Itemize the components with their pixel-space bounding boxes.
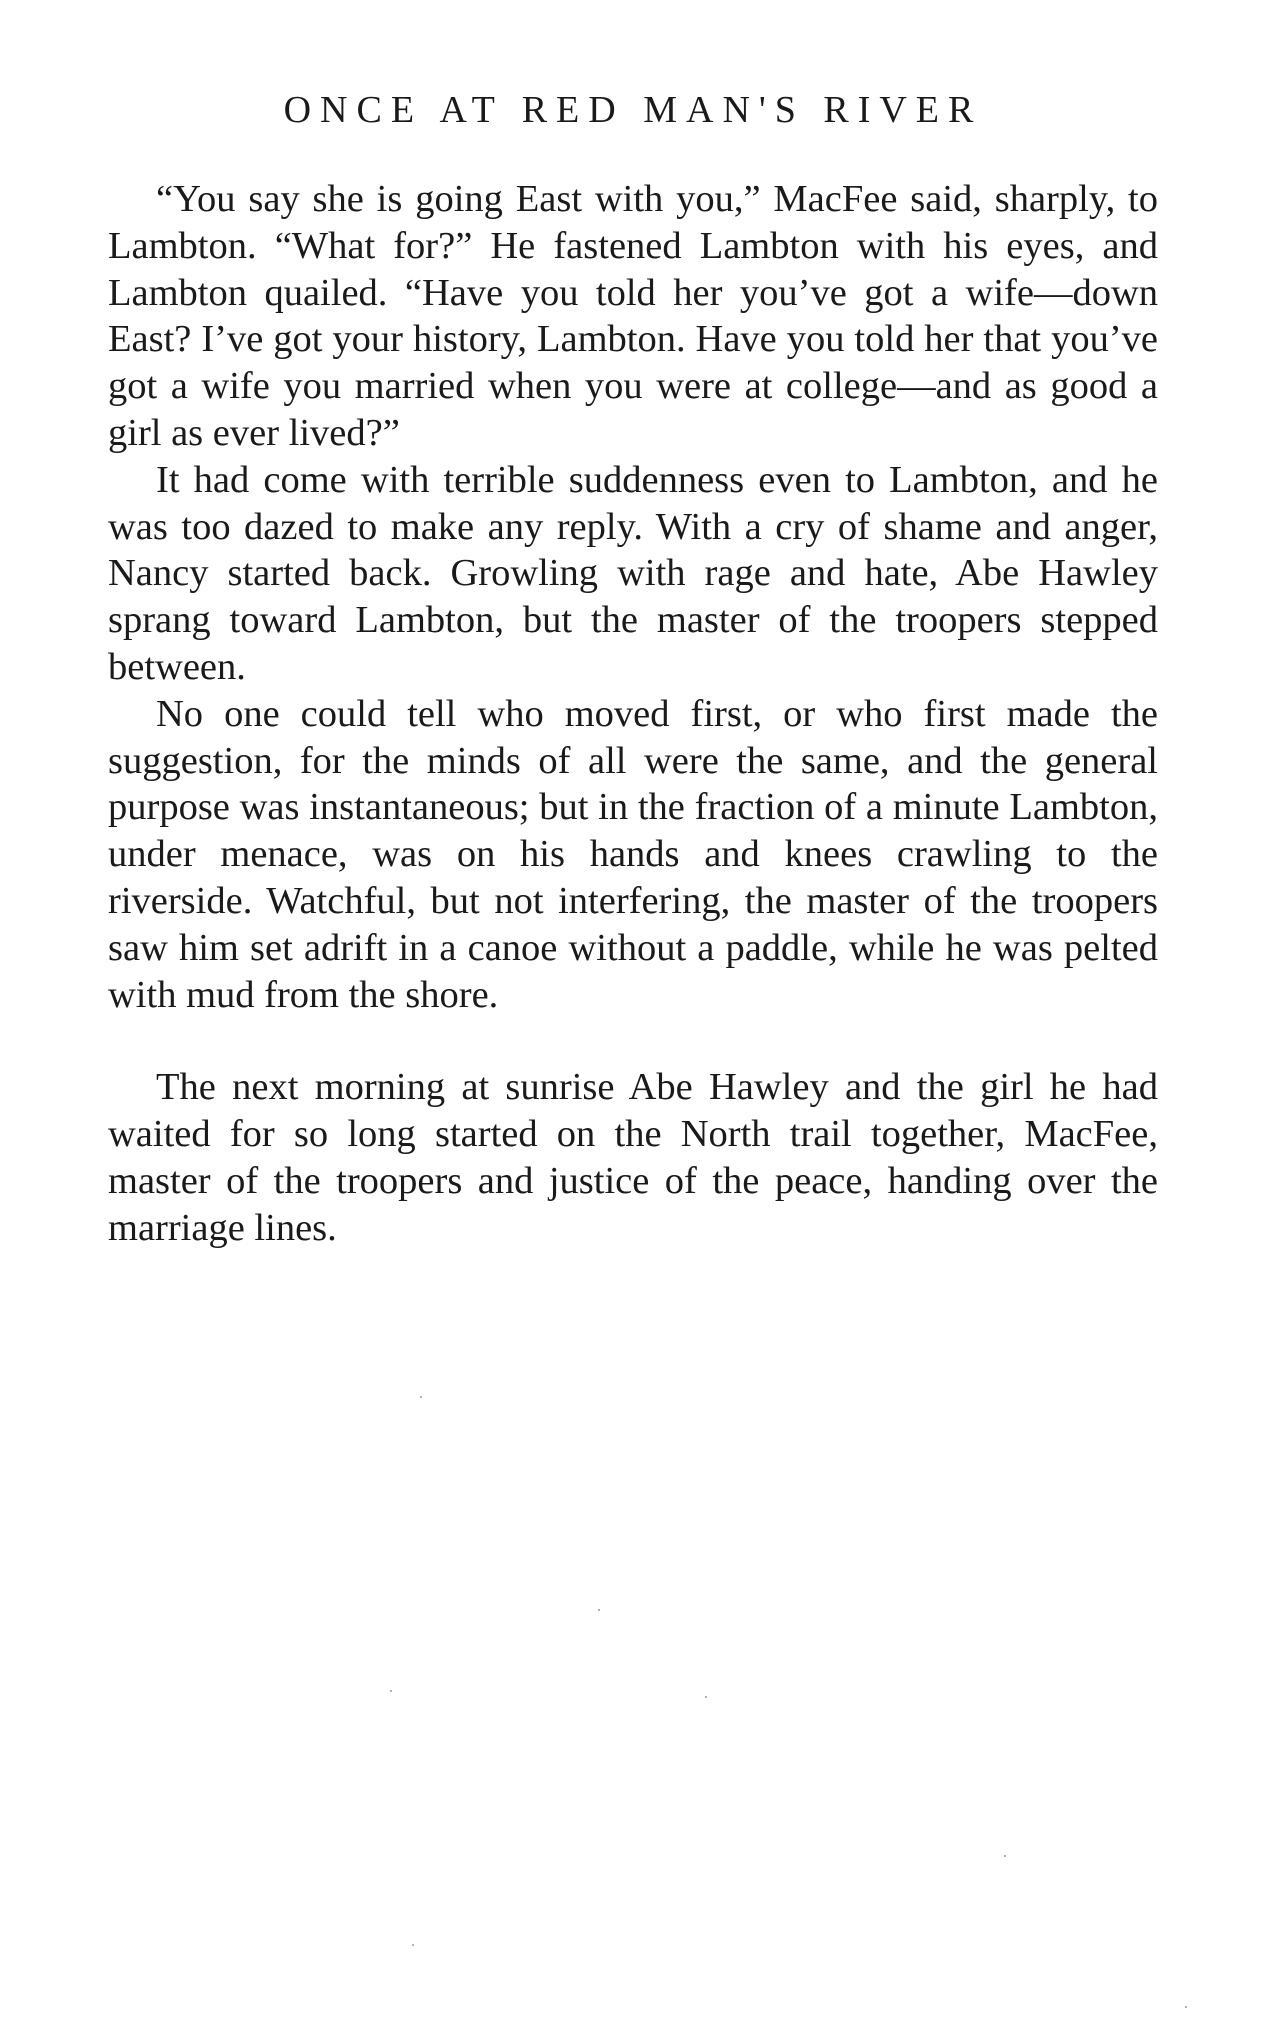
paragraph: “You say she is going East with you,” MacFee said, sharply, to Lambton. “What for?” He fastened Lambton with his eyes, and Lambton quailed. “Have you told her you’ve got a wife—down East? I’ve got your history, Lambton. Have you told her that you’ve got a wife you married when you were at college—and as good a girl as ever lived?”	[108, 178, 1158, 454]
scan-speck	[390, 1690, 392, 1692]
scan-speck	[412, 1944, 414, 1946]
scan-speck	[598, 1609, 600, 1611]
paragraph: No one could tell who moved first, or who first made the suggestion, for the minds of all were the same, and the general purpose was instantaneous; but in the fraction of a minute Lambton, under menace, was on his hands and knees crawling to the riverside. Watchful, but not interfering, the master of the troopers saw him set adrift in a canoe without a paddle, while he was pelted with mud from the shore.	[108, 692, 1158, 1016]
scan-speck	[1004, 1855, 1006, 1857]
running-head: ONCE AT RED MAN'S RIVER	[283, 89, 983, 131]
scan-speck	[420, 1396, 422, 1398]
scan-speck	[705, 1696, 707, 1698]
body-text	[108, 176, 1158, 1252]
paragraph: The next morning at sunrise Abe Hawley and the girl he had waited for so long started on the North trail together, MacFee, master of the troopers and justice of the peace, handing over the marriage lines.	[108, 1066, 1158, 1249]
paragraph: It had come with terrible suddenness even to Lambton, and he was too dazed to make any reply. With a cry of shame and anger, Nancy started back. Growling with rage and hate, Abe Hawley sprang toward Lambton, but the master of the troopers stepped between.	[108, 458, 1158, 688]
scan-speck	[1185, 2006, 1187, 2008]
